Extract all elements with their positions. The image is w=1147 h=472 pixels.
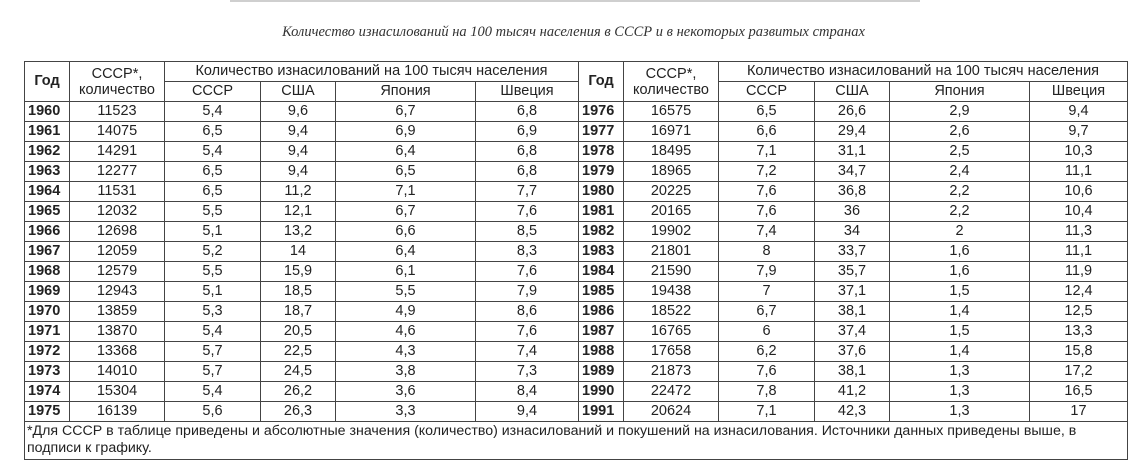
table-row: [25, 402, 1128, 422]
cell-year-right: 1984: [579, 262, 624, 282]
cell-usa-rate-right: 33,7: [815, 242, 890, 262]
cell-ussr-rate-left: 5,4: [165, 322, 261, 342]
cell-ussr-rate-right: 7: [719, 282, 815, 302]
cell-sweden-rate-left: 7,7: [476, 182, 579, 202]
cell-ussr-count-left: 13368: [70, 342, 165, 362]
cell-japan-rate-right: 2,6: [890, 122, 1030, 142]
cell-year-left: 1971: [25, 322, 70, 342]
cell-ussr-rate-right: 7,1: [719, 402, 815, 422]
cell-usa-rate-right: 42,3: [815, 402, 890, 422]
cell-year-left: 1964: [25, 182, 70, 202]
cell-usa-rate-right: 41,2: [815, 382, 890, 402]
cell-ussr-rate-left: 5,2: [165, 242, 261, 262]
cell-ussr-count-left: 11523: [70, 102, 165, 122]
cell-usa-rate-right: 31,1: [815, 142, 890, 162]
cell-year-left: 1961: [25, 122, 70, 142]
cell-ussr-count-right: 20165: [624, 202, 719, 222]
cell-sweden-rate-right: 17,2: [1030, 362, 1128, 382]
cell-year-right: 1986: [579, 302, 624, 322]
cell-ussr-count-left: 14075: [70, 122, 165, 142]
table-row: [25, 182, 1128, 202]
cell-sweden-rate-left: 7,9: [476, 282, 579, 302]
cell-ussr-rate-right: 8: [719, 242, 815, 262]
cell-ussr-rate-left: 5,5: [165, 262, 261, 282]
cell-japan-rate-left: 6,7: [336, 102, 476, 122]
table-caption: Количество изнасилований на 100 тысяч населения в СССР и в некоторых развитых странах: [282, 24, 865, 40]
cell-sweden-rate-left: 7,4: [476, 342, 579, 362]
cell-japan-rate-left: 7,1: [336, 182, 476, 202]
cell-japan-rate-left: 6,7: [336, 202, 476, 222]
cell-ussr-count-right: 16765: [624, 322, 719, 342]
table-row: [25, 242, 1128, 262]
cell-sweden-rate-left: 7,6: [476, 262, 579, 282]
cell-year-right: 1981: [579, 202, 624, 222]
cell-usa-rate-left: 9,4: [261, 162, 336, 182]
table-row: [25, 322, 1128, 342]
cell-ussr-count-left: 12698: [70, 222, 165, 242]
cell-japan-rate-left: 3,8: [336, 362, 476, 382]
cell-ussr-count-left: 12059: [70, 242, 165, 262]
cell-ussr-count-left: 12277: [70, 162, 165, 182]
table-row: [25, 362, 1128, 382]
cell-year-left: 1966: [25, 222, 70, 242]
cell-usa-rate-left: 9,6: [261, 102, 336, 122]
cell-year-right: 1979: [579, 162, 624, 182]
cell-ussr-count-right: 20225: [624, 182, 719, 202]
cell-sweden-rate-right: 10,4: [1030, 202, 1128, 222]
cell-usa-rate-left: 22,5: [261, 342, 336, 362]
cell-year-left: 1965: [25, 202, 70, 222]
cell-ussr-rate-right: 6,2: [719, 342, 815, 362]
cell-year-right: 1991: [579, 402, 624, 422]
cell-japan-rate-right: 1,3: [890, 362, 1030, 382]
cell-sweden-rate-right: 9,7: [1030, 122, 1128, 142]
country-header-ussr-left: СССР: [165, 82, 261, 102]
table-row: [25, 302, 1128, 322]
cell-ussr-count-right: 20624: [624, 402, 719, 422]
cell-sweden-rate-right: 10,6: [1030, 182, 1128, 202]
country-header-sweden-right: Швеция: [1030, 82, 1128, 102]
table-row: [25, 102, 1128, 122]
cell-year-left: 1975: [25, 402, 70, 422]
cell-sweden-rate-right: 17: [1030, 402, 1128, 422]
cell-sweden-rate-left: 6,9: [476, 122, 579, 142]
cell-japan-rate-right: 2,4: [890, 162, 1030, 182]
country-header-sweden-left: Швеция: [476, 82, 579, 102]
cell-usa-rate-right: 29,4: [815, 122, 890, 142]
cell-sweden-rate-right: 11,3: [1030, 222, 1128, 242]
cell-year-right: 1983: [579, 242, 624, 262]
cell-ussr-rate-right: 7,8: [719, 382, 815, 402]
cell-year-left: 1972: [25, 342, 70, 362]
cell-japan-rate-right: 1,4: [890, 302, 1030, 322]
cell-year-right: 1989: [579, 362, 624, 382]
cell-usa-rate-right: 37,4: [815, 322, 890, 342]
cell-usa-rate-right: 38,1: [815, 362, 890, 382]
cell-sweden-rate-right: 9,4: [1030, 102, 1128, 122]
cell-sweden-rate-left: 7,6: [476, 322, 579, 342]
cell-ussr-rate-right: 7,6: [719, 182, 815, 202]
cell-sweden-rate-left: 6,8: [476, 142, 579, 162]
cell-japan-rate-left: 5,5: [336, 282, 476, 302]
country-header-japan-right: Япония: [890, 82, 1030, 102]
cell-ussr-rate-left: 5,7: [165, 342, 261, 362]
table-row: [25, 142, 1128, 162]
cell-ussr-rate-left: 5,6: [165, 402, 261, 422]
cell-sweden-rate-left: 7,3: [476, 362, 579, 382]
table-row: [25, 202, 1128, 222]
cell-ussr-count-left: 14010: [70, 362, 165, 382]
cell-ussr-rate-left: 5,7: [165, 362, 261, 382]
cell-sweden-rate-left: 6,8: [476, 162, 579, 182]
cell-japan-rate-right: 1,4: [890, 342, 1030, 362]
cell-ussr-rate-right: 7,6: [719, 362, 815, 382]
cell-japan-rate-right: 2,9: [890, 102, 1030, 122]
header-row-2: [25, 82, 1128, 102]
cell-year-right: 1980: [579, 182, 624, 202]
cell-usa-rate-left: 11,2: [261, 182, 336, 202]
cell-sweden-rate-left: 8,6: [476, 302, 579, 322]
year-header-right: Год: [579, 62, 624, 102]
cell-usa-rate-right: 37,6: [815, 342, 890, 362]
cell-japan-rate-left: 3,3: [336, 402, 476, 422]
cell-usa-rate-left: 18,5: [261, 282, 336, 302]
count-header-right: СССР*, количество: [624, 62, 719, 102]
header-row-1: [25, 62, 1128, 82]
cell-year-left: 1968: [25, 262, 70, 282]
rape-rates-table: [24, 61, 1128, 460]
cell-ussr-rate-left: 5,1: [165, 282, 261, 302]
cell-sweden-rate-left: 9,4: [476, 402, 579, 422]
cell-ussr-rate-left: 5,4: [165, 102, 261, 122]
cell-ussr-count-left: 13870: [70, 322, 165, 342]
footnote: *Для СССР в таблице приведены и абсолютные значения (количество) изнасилований и покушений на изнасилования. Источники данных приведены выше, в подписи к графику.: [25, 422, 1128, 460]
cell-usa-rate-left: 26,3: [261, 402, 336, 422]
cell-usa-rate-right: 35,7: [815, 262, 890, 282]
cell-ussr-count-right: 18495: [624, 142, 719, 162]
cell-year-right: 1977: [579, 122, 624, 142]
cell-year-left: 1969: [25, 282, 70, 302]
cell-sweden-rate-left: 8,3: [476, 242, 579, 262]
cell-ussr-rate-right: 6,6: [719, 122, 815, 142]
cell-japan-rate-left: 6,4: [336, 242, 476, 262]
cell-ussr-count-left: 12032: [70, 202, 165, 222]
cell-usa-rate-left: 18,7: [261, 302, 336, 322]
country-header-ussr-right: СССР: [719, 82, 815, 102]
cell-ussr-rate-right: 7,4: [719, 222, 815, 242]
cell-year-right: 1976: [579, 102, 624, 122]
cell-ussr-count-right: 21801: [624, 242, 719, 262]
cell-year-right: 1985: [579, 282, 624, 302]
cell-ussr-rate-left: 5,4: [165, 382, 261, 402]
cell-sweden-rate-left: 7,6: [476, 202, 579, 222]
cell-ussr-count-right: 16971: [624, 122, 719, 142]
cell-ussr-count-left: 12579: [70, 262, 165, 282]
cell-japan-rate-right: 1,3: [890, 402, 1030, 422]
cell-japan-rate-right: 2,2: [890, 182, 1030, 202]
cell-ussr-count-left: 11531: [70, 182, 165, 202]
cell-ussr-rate-left: 5,4: [165, 142, 261, 162]
cell-japan-rate-right: 1,6: [890, 262, 1030, 282]
cell-japan-rate-right: 2,5: [890, 142, 1030, 162]
cell-year-right: 1988: [579, 342, 624, 362]
table-row: [25, 222, 1128, 242]
cell-ussr-count-right: 18965: [624, 162, 719, 182]
cell-ussr-count-right: 16575: [624, 102, 719, 122]
cell-ussr-rate-right: 6,7: [719, 302, 815, 322]
table-row: [25, 342, 1128, 362]
table-row: [25, 282, 1128, 302]
cell-ussr-rate-right: 7,6: [719, 202, 815, 222]
cell-year-left: 1960: [25, 102, 70, 122]
country-header-japan-left: Япония: [336, 82, 476, 102]
table-body: [25, 102, 1128, 422]
cell-usa-rate-right: 26,6: [815, 102, 890, 122]
cell-usa-rate-left: 9,4: [261, 122, 336, 142]
cell-japan-rate-left: 6,9: [336, 122, 476, 142]
rates-group-header-left: Количество изнасилований на 100 тысяч населения: [165, 62, 579, 82]
cell-ussr-rate-right: 7,2: [719, 162, 815, 182]
footnote-row: [25, 422, 1128, 460]
table-row: [25, 162, 1128, 182]
cell-usa-rate-left: 15,9: [261, 262, 336, 282]
cell-ussr-rate-right: 7,9: [719, 262, 815, 282]
table-row: [25, 122, 1128, 142]
cell-year-left: 1963: [25, 162, 70, 182]
cell-usa-rate-right: 38,1: [815, 302, 890, 322]
cell-ussr-rate-left: 6,5: [165, 162, 261, 182]
rates-group-header-right: Количество изнасилований на 100 тысяч населения: [719, 62, 1128, 82]
cell-ussr-count-right: 21873: [624, 362, 719, 382]
cell-ussr-count-right: 19902: [624, 222, 719, 242]
cell-ussr-count-left: 16139: [70, 402, 165, 422]
cell-ussr-rate-right: 6: [719, 322, 815, 342]
cell-sweden-rate-right: 13,3: [1030, 322, 1128, 342]
cell-ussr-count-right: 18522: [624, 302, 719, 322]
cell-japan-rate-right: 2,2: [890, 202, 1030, 222]
cell-sweden-rate-right: 11,1: [1030, 242, 1128, 262]
cell-year-right: 1978: [579, 142, 624, 162]
cell-year-left: 1974: [25, 382, 70, 402]
country-header-usa-right: США: [815, 82, 890, 102]
cell-year-left: 1970: [25, 302, 70, 322]
cell-usa-rate-left: 9,4: [261, 142, 336, 162]
cell-year-left: 1967: [25, 242, 70, 262]
cell-usa-rate-left: 13,2: [261, 222, 336, 242]
cell-ussr-rate-left: 5,3: [165, 302, 261, 322]
cell-usa-rate-left: 24,5: [261, 362, 336, 382]
cell-ussr-rate-right: 6,5: [719, 102, 815, 122]
cell-sweden-rate-right: 11,1: [1030, 162, 1128, 182]
cell-ussr-rate-left: 6,5: [165, 182, 261, 202]
cell-ussr-count-right: 19438: [624, 282, 719, 302]
cell-ussr-count-right: 22472: [624, 382, 719, 402]
cell-ussr-rate-left: 5,1: [165, 222, 261, 242]
cell-usa-rate-left: 12,1: [261, 202, 336, 222]
cell-japan-rate-left: 6,4: [336, 142, 476, 162]
cell-ussr-rate-left: 5,5: [165, 202, 261, 222]
cell-japan-rate-left: 4,6: [336, 322, 476, 342]
cell-year-left: 1962: [25, 142, 70, 162]
cell-ussr-count-left: 13859: [70, 302, 165, 322]
cell-japan-rate-left: 6,6: [336, 222, 476, 242]
cell-sweden-rate-right: 11,9: [1030, 262, 1128, 282]
cell-japan-rate-right: 2: [890, 222, 1030, 242]
year-header-left: Год: [25, 62, 70, 102]
cell-usa-rate-right: 36,8: [815, 182, 890, 202]
cell-ussr-count-right: 17658: [624, 342, 719, 362]
cell-usa-rate-left: 14: [261, 242, 336, 262]
cropped-previous-text: [230, 0, 920, 6]
country-header-usa-left: США: [261, 82, 336, 102]
cell-usa-rate-left: 26,2: [261, 382, 336, 402]
cell-sweden-rate-right: 10,3: [1030, 142, 1128, 162]
cell-sweden-rate-left: 8,5: [476, 222, 579, 242]
cell-usa-rate-left: 20,5: [261, 322, 336, 342]
cell-ussr-count-left: 15304: [70, 382, 165, 402]
cell-sweden-rate-right: 15,8: [1030, 342, 1128, 362]
table-row: [25, 382, 1128, 402]
count-header-left: СССР*, количество: [70, 62, 165, 102]
cell-sweden-rate-right: 12,4: [1030, 282, 1128, 302]
cell-japan-rate-right: 1,3: [890, 382, 1030, 402]
cell-japan-rate-left: 4,9: [336, 302, 476, 322]
cell-sweden-rate-left: 8,4: [476, 382, 579, 402]
cell-ussr-count-right: 21590: [624, 262, 719, 282]
cell-sweden-rate-right: 16,5: [1030, 382, 1128, 402]
cell-ussr-rate-right: 7,1: [719, 142, 815, 162]
cell-usa-rate-right: 36: [815, 202, 890, 222]
cell-year-right: 1987: [579, 322, 624, 342]
cell-usa-rate-right: 37,1: [815, 282, 890, 302]
cell-japan-rate-right: 1,5: [890, 282, 1030, 302]
cell-japan-rate-left: 3,6: [336, 382, 476, 402]
table-row: [25, 262, 1128, 282]
cell-sweden-rate-right: 12,5: [1030, 302, 1128, 322]
cell-japan-rate-right: 1,6: [890, 242, 1030, 262]
cell-japan-rate-right: 1,5: [890, 322, 1030, 342]
cell-usa-rate-right: 34: [815, 222, 890, 242]
cell-japan-rate-left: 4,3: [336, 342, 476, 362]
cell-japan-rate-left: 6,5: [336, 162, 476, 182]
cell-japan-rate-left: 6,1: [336, 262, 476, 282]
cell-ussr-count-left: 12943: [70, 282, 165, 302]
cell-ussr-count-left: 14291: [70, 142, 165, 162]
cell-usa-rate-right: 34,7: [815, 162, 890, 182]
cell-year-right: 1990: [579, 382, 624, 402]
cell-ussr-rate-left: 6,5: [165, 122, 261, 142]
cell-year-right: 1982: [579, 222, 624, 242]
cell-year-left: 1973: [25, 362, 70, 382]
cell-sweden-rate-left: 6,8: [476, 102, 579, 122]
